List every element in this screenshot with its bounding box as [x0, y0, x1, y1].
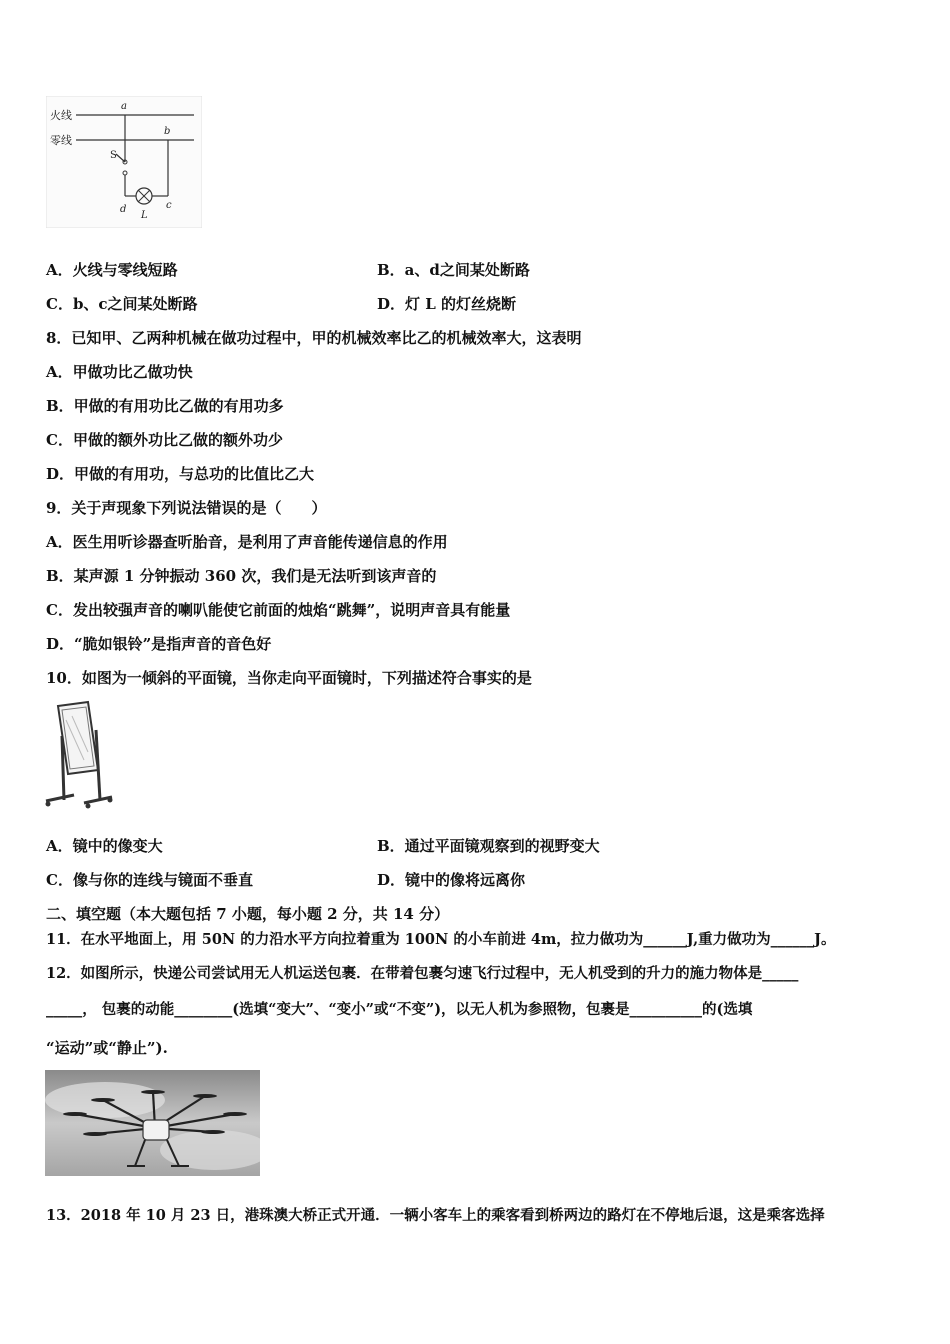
- q7-option-b: B．a、d之间某处断路: [377, 261, 530, 279]
- q12-line3: “运动”或“静止”).: [46, 1039, 168, 1057]
- q7-option-a: A．火线与零线短路: [46, 261, 178, 279]
- drone-body: [143, 1120, 169, 1140]
- q12-line1: 12．如图所示，快递公司尝试用无人机运送包裹．在带着包裹匀速飞行过程中，无人机受到的升力的施力物体是_____: [46, 965, 799, 982]
- point-c-label: c: [166, 200, 172, 211]
- lamp-label: L: [141, 210, 148, 221]
- q10-stem: 10．如图为一倾斜的平面镜，当你走向平面镜时，下列描述符合事实的是: [46, 669, 532, 687]
- mirror-stand-right: [96, 730, 100, 800]
- q12-line2: _____， 包裹的动能________(选填“变大”、“变小”或“不变”)，以无人机为参照物，包裹是__________的(选填: [46, 1001, 753, 1018]
- q8-option-a: A．甲做功比乙做功快: [46, 363, 193, 381]
- circuit-diagram: [46, 96, 202, 228]
- neutral-wire-label: 零线: [50, 134, 72, 147]
- q9-option-a: A．医生用听诊器查听胎音，是利用了声音能传递信息的作用: [46, 533, 448, 551]
- q10-option-b: B．通过平面镜观察到的视野变大: [377, 837, 600, 855]
- q7-option-c: C．b、c之间某处断路: [46, 295, 198, 313]
- point-a-label: a: [121, 101, 127, 112]
- q8-option-d: D．甲做的有用功，与总功的比值比乙大: [46, 465, 315, 483]
- switch-label: S: [110, 150, 117, 161]
- mirror-svg: [44, 700, 116, 810]
- q13-text: 13．2018 年 10 月 23 日，港珠澳大桥正式开通．一辆小客车上的乘客看到桥两边的路灯在不停地后退，这是乘客选择: [46, 1207, 825, 1224]
- q10-option-d: D．镜中的像将远离你: [377, 871, 526, 889]
- q9-option-b: B．某声源 1 分钟振动 360 次，我们是无法听到该声音的: [46, 567, 437, 585]
- q8-option-c: C．甲做的额外功比乙做的额外功少: [46, 431, 283, 449]
- drone-photo: [45, 1070, 260, 1176]
- live-wire-label: 火线: [50, 109, 72, 122]
- q8-option-b: B．甲做的有用功比乙做的有用功多: [46, 397, 284, 415]
- q8-stem: 8．已知甲、乙两种机械在做功过程中，甲的机械效率比乙的机械效率大，这表明: [46, 329, 582, 347]
- tilted-mirror-figure: [44, 700, 116, 810]
- circuit-svg: [46, 96, 202, 228]
- q7-option-d: D．灯 L 的灯丝烧断: [377, 295, 516, 313]
- q9-stem: 9．关于声现象下列说法错误的是（ ）: [46, 499, 327, 517]
- q10-option-c: C．像与你的连线与镜面不垂直: [46, 871, 253, 889]
- q9-option-d: D．“脆如银铃”是指声音的音色好: [46, 635, 272, 653]
- point-b-label: b: [164, 126, 171, 137]
- point-d-label: d: [120, 204, 127, 215]
- section-2-title: 二、填空题（本大题包括 7 小题，每小题 2 分，共 14 分）: [46, 905, 450, 923]
- q10-option-a: A．镜中的像变大: [46, 837, 163, 855]
- drone-svg: [45, 1070, 260, 1176]
- q11-text: 11．在水平地面上，用 50N 的力沿水平方向拉着重为 100N 的小车前进 4m，拉力做功为______J,重力做功为______J。: [46, 931, 836, 948]
- mirror-stand-left: [62, 736, 64, 800]
- q9-option-c: C．发出较强声音的喇叭能使它前面的烛焰“跳舞”，说明声音具有能量: [46, 601, 511, 619]
